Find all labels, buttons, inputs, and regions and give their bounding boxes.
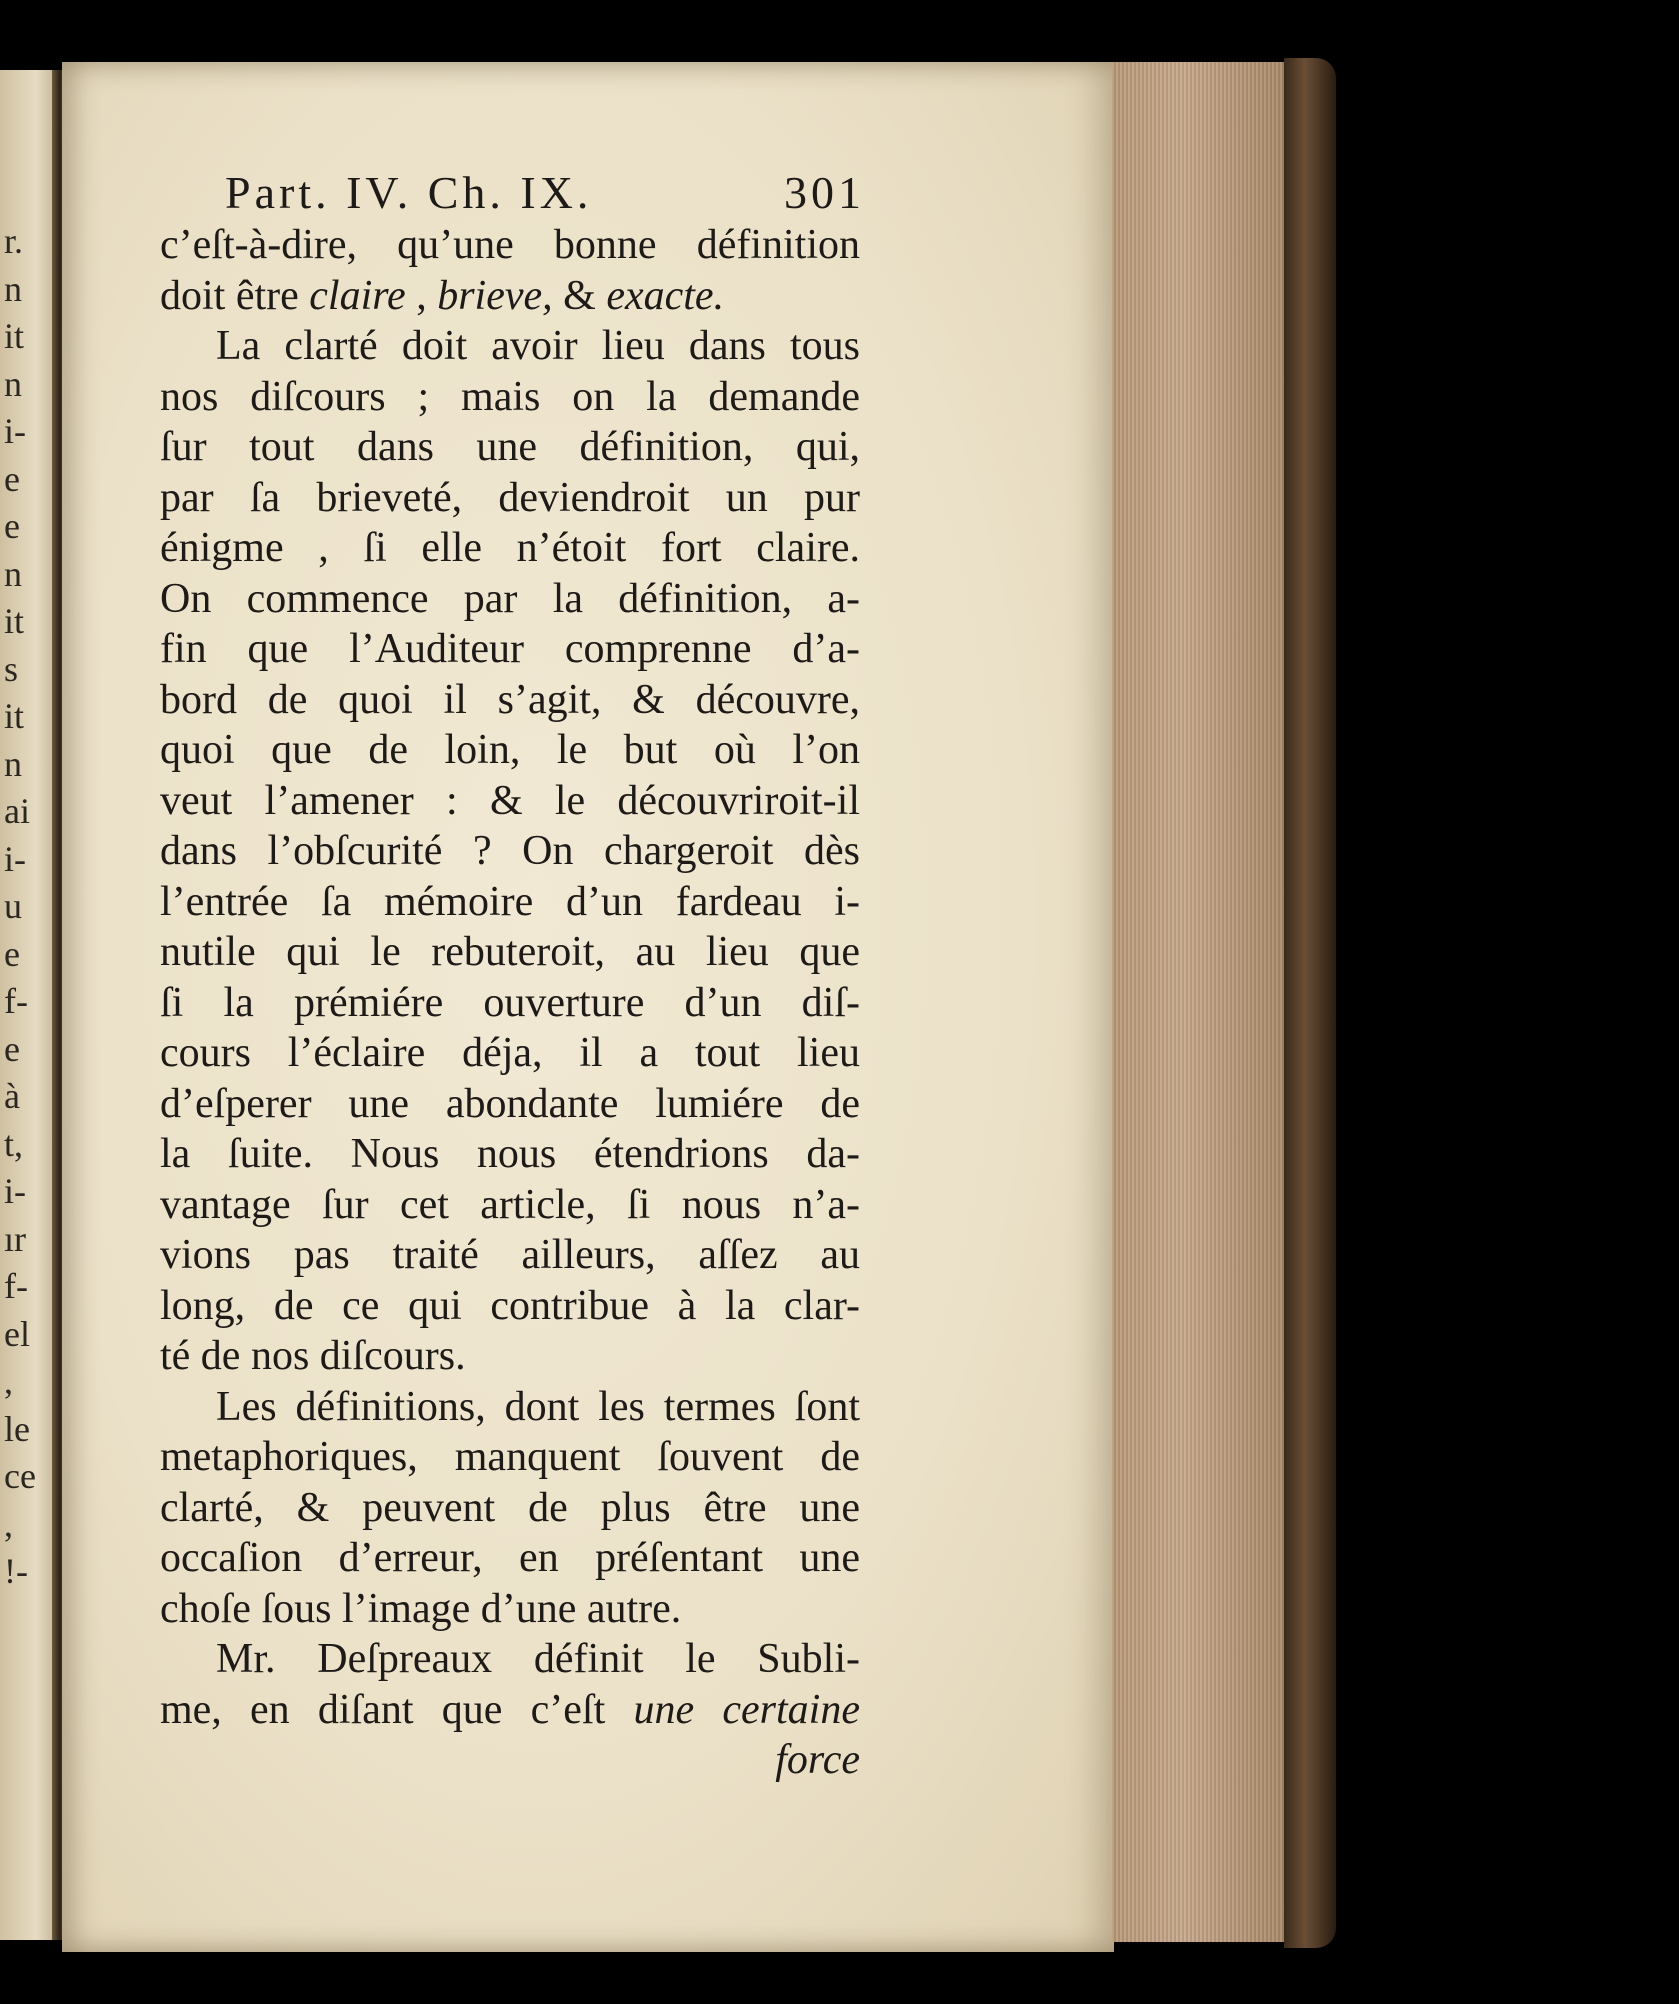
text-segment: la ſuite. Nous nous étendrions da-	[160, 1131, 860, 1177]
left-page-fragment: u	[4, 886, 22, 926]
text-segment: fin que l’Auditeur comprenne d’a-	[160, 626, 860, 672]
left-page-fragment: it	[4, 696, 25, 736]
text-line	[160, 1432, 860, 1483]
text-segment: force	[775, 1737, 860, 1783]
text-segment: vantage ſur cet article, ſi nous n’a-	[160, 1181, 860, 1228]
text-line	[160, 877, 860, 928]
text-line	[160, 624, 860, 675]
left-page-fragment: t,	[4, 1123, 24, 1164]
text-segment: exacte.	[606, 272, 725, 319]
text-segment: l’entrée ſa mémoire d’un fardeau i-	[160, 878, 860, 925]
text-segment: dans l’obſcurité ? On chargeroit dès	[160, 828, 860, 874]
text-line	[160, 523, 860, 574]
book-cover	[1284, 58, 1336, 1948]
text-segment: té de nos diſcours.	[160, 1333, 466, 1379]
text-line	[160, 1533, 860, 1584]
left-page-fragment: r.	[4, 221, 24, 261]
text-line	[160, 1129, 860, 1180]
left-page-fragment: it	[4, 316, 25, 356]
left-page-fragment: e	[4, 1028, 20, 1069]
text-segment: nutile qui le rebuteroit, au lieu que	[160, 929, 860, 975]
text-segment: quoi que de loin, le but où l’on	[160, 727, 860, 773]
left-facing-page	[0, 70, 60, 1940]
text-line	[160, 1230, 860, 1281]
text-segment: On commence par la définition, a-	[160, 575, 860, 622]
left-page-fragment: e	[4, 933, 20, 974]
left-page-fragment: à	[4, 1076, 20, 1116]
text-segment: nos diſcours ; mais on la demande	[160, 373, 860, 420]
text-segment: veut l’amener : & le découvriroit-il	[160, 777, 860, 824]
text-line	[160, 220, 860, 271]
text-segment: metaphoriques, manquent ſouvent de	[160, 1434, 860, 1480]
left-page-fragment: f-	[4, 981, 28, 1021]
page-header	[225, 166, 865, 226]
text-line	[160, 675, 860, 726]
text-line	[160, 1079, 860, 1130]
text-segment: par ſa brieveté, deviendroit un pur	[160, 474, 860, 521]
text-line	[160, 1483, 860, 1534]
text-line	[160, 978, 860, 1029]
left-page-fragment: it	[4, 601, 25, 641]
text-segment: Mr. Deſpreaux définit le Subli-	[216, 1636, 860, 1682]
left-page-fragment: el	[4, 1313, 30, 1354]
left-page-fragment: i-	[4, 838, 26, 879]
text-segment: vions pas traité ailleurs, aſſez au	[160, 1232, 860, 1278]
left-page-fragment: n	[4, 553, 22, 594]
left-page-fragment: n	[4, 363, 22, 404]
text-line	[160, 1735, 860, 1786]
text-line	[160, 725, 860, 776]
text-line	[160, 1685, 860, 1736]
left-page-fragment: f-	[4, 1266, 28, 1306]
text-segment: bord de quoi il s’agit, & découvre,	[160, 676, 860, 723]
left-page-fragment: le	[4, 1408, 30, 1449]
text-line	[160, 776, 860, 827]
text-line	[160, 271, 860, 322]
left-page-fragment: ai	[4, 791, 30, 831]
text-segment: énigme , ſi elle n’étoit fort claire.	[160, 525, 860, 571]
text-segment: une certaine	[633, 1686, 860, 1733]
text-line	[160, 1281, 860, 1332]
left-page-fragment: n	[4, 743, 22, 784]
text-segment: doit être	[160, 272, 310, 319]
left-page-fragment: ,	[4, 1503, 13, 1544]
left-page-fragment: ce	[4, 1456, 36, 1496]
text-line	[160, 473, 860, 524]
text-segment: ,	[405, 272, 438, 319]
text-line	[160, 1382, 860, 1433]
text-segment: ſur tout dans une définition, qui,	[160, 424, 860, 470]
left-page-fragment: s	[4, 648, 19, 689]
text-line	[160, 927, 860, 978]
text-line	[160, 422, 860, 473]
text-line	[160, 321, 860, 372]
text-segment: me, en diſant que c’eſt	[160, 1686, 634, 1733]
text-line	[160, 1331, 860, 1382]
text-segment: &	[552, 272, 607, 319]
text-segment: occaſion d’erreur, en préſentant une	[160, 1535, 860, 1581]
left-page-fragment: i-	[4, 1171, 26, 1211]
text-segment: clarté, & peuvent de plus être une	[160, 1484, 860, 1531]
left-page-fragment: ır	[4, 1218, 26, 1259]
text-segment: brieve,	[437, 272, 553, 319]
page-edges	[1112, 62, 1288, 1942]
text-line	[160, 1634, 860, 1685]
text-line	[160, 574, 860, 625]
running-head: Part. IV. Ch. IX.	[225, 167, 593, 218]
left-page-fragment: !-	[4, 1551, 28, 1591]
text-line	[160, 1584, 860, 1635]
text-segment: claire	[309, 272, 406, 319]
text-line	[160, 372, 860, 423]
text-segment: c’eſt-à-dire, qu’une bonne définition	[160, 222, 860, 268]
left-page-fragment: e	[4, 458, 20, 499]
page-number: 301	[784, 167, 865, 218]
text-segment: La clarté doit avoir lieu dans tous	[216, 323, 860, 369]
text-segment: long, de ce qui contribue à la clar-	[160, 1282, 860, 1329]
left-page-fragment: n	[4, 268, 22, 309]
body-text	[160, 220, 860, 1786]
text-line	[160, 1180, 860, 1231]
left-page-fragment: i-	[4, 411, 26, 451]
text-segment: ſi la prémiére ouverture d’un diſ-	[160, 979, 860, 1026]
text-segment: Les définitions, dont les termes ſont	[216, 1383, 860, 1430]
left-page-fragment: ,	[4, 1361, 13, 1401]
text-line	[160, 826, 860, 877]
text-segment: cours l’éclaire déja, il a tout lieu	[160, 1030, 860, 1076]
left-page-fragment: e	[4, 506, 20, 546]
text-segment: d’eſperer une abondante lumiére de	[160, 1080, 860, 1127]
text-line	[160, 1028, 860, 1079]
text-segment: choſe ſous l’image d’une autre.	[160, 1585, 682, 1632]
